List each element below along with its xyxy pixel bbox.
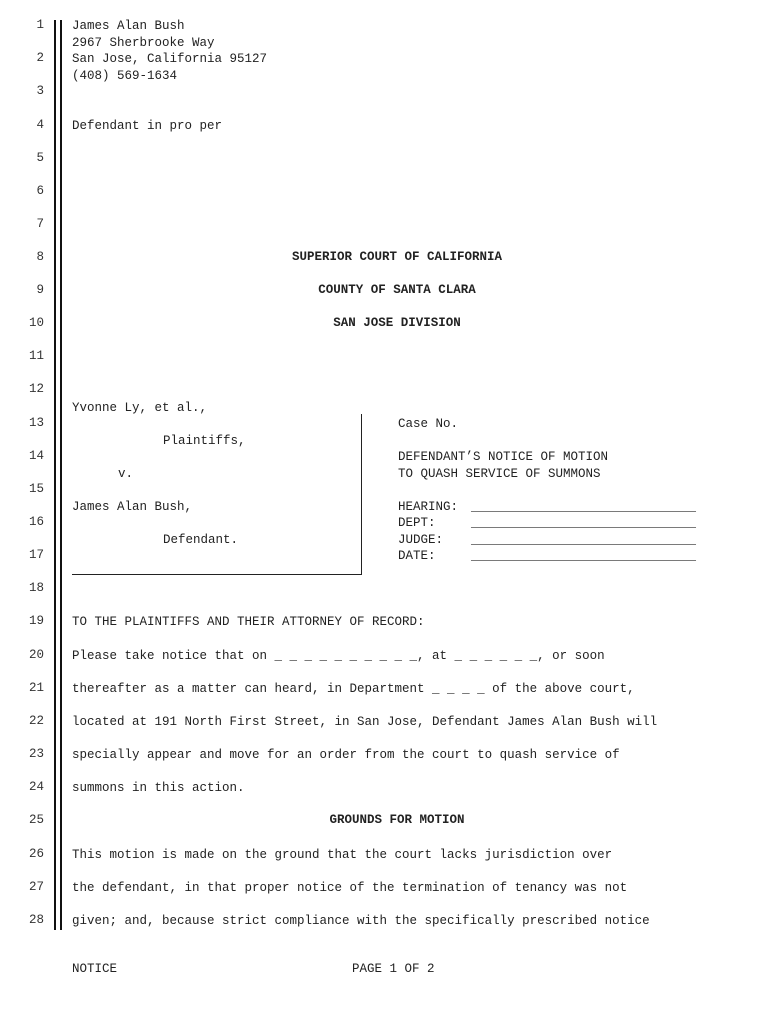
line-number: 14 [28,449,44,463]
line-number: 17 [28,548,44,562]
line-number: 27 [28,880,44,894]
court-county: COUNTY OF SANTA CLARA [318,283,476,297]
section-heading-grounds: GROUNDS FOR MOTION [329,813,465,827]
address-line-2: San Jose, California 95127 [72,52,268,66]
party-role: Defendant in pro per [72,119,223,133]
body-line-26: This motion is made on the ground that the court lacks jurisdiction over [72,848,613,862]
judge-blank: ______________________________ [471,533,697,547]
line-number: 18 [28,581,44,595]
date-blank: ______________________________ [471,549,697,563]
case-number-label: Case No. [398,417,459,431]
versus-label: v. [118,467,134,481]
line-number: 22 [28,714,44,728]
plaintiff-name: Yvonne Ly, et al., [72,401,208,415]
line-number: 3 [36,84,44,98]
line-number: 20 [28,648,44,662]
date-label: DATE: [398,549,436,563]
body-line-23: specially appear and move for an order from the court to quash service of [72,748,620,762]
line-number: 19 [28,614,44,628]
document-title-line-1: DEFENDANT’S NOTICE OF MOTION [398,450,609,464]
footer-title: NOTICE [72,962,118,976]
body-line-19: TO THE PLAINTIFFS AND THEIR ATTORNEY OF RECORD: [72,615,425,629]
hearing-label: HEARING: [398,500,459,514]
line-number: 7 [36,217,44,231]
phone-number: (408) 569-1634 [72,69,178,83]
line-number: 16 [28,515,44,529]
court-name: SUPERIOR COURT OF CALIFORNIA [291,250,503,264]
line-number: 15 [28,482,44,496]
line-number: 26 [28,847,44,861]
body-line-20: Please take notice that on _ _ _ _ _ _ _ _ _ _, at _ _ _ _ _ _, or soon [72,649,605,663]
court-division: SAN JOSE DIVISION [333,316,461,330]
line-number: 13 [28,416,44,430]
line-number: 11 [28,349,44,363]
margin-rule-right [60,20,62,930]
body-line-24: summons in this action. [72,781,245,795]
body-line-27: the defendant, in that proper notice of the termination of tenancy was not [72,881,628,895]
line-number: 28 [28,913,44,927]
dept-blank: ______________________________ [471,516,697,530]
line-number: 24 [28,780,44,794]
line-number: 10 [28,316,44,330]
judge-label: JUDGE: [398,533,444,547]
hearing-blank: ______________________________ [471,500,697,514]
line-number: 23 [28,747,44,761]
defendant-name: James Alan Bush, [72,500,193,514]
dept-label: DEPT: [398,516,436,530]
line-number: 4 [36,118,44,132]
caption-bottom-rule [72,574,362,575]
attorney-name: James Alan Bush [72,19,185,33]
line-number: 6 [36,184,44,198]
plaintiffs-label: Plaintiffs, [163,434,246,448]
margin-rule-left [54,20,56,930]
line-number: 9 [36,283,44,297]
line-number: 5 [36,151,44,165]
body-line-22: located at 191 North First Street, in San Jose, Defendant James Alan Bush will [72,715,658,729]
footer-page-number: PAGE 1 OF 2 [352,962,435,976]
address-line-1: 2967 Sherbrooke Way [72,36,215,50]
line-number: 8 [36,250,44,264]
document-title-line-2: TO QUASH SERVICE OF SUMMONS [398,467,601,481]
body-line-28: given; and, because strict compliance with the specifically prescribed notice [72,914,650,928]
defendant-label: Defendant. [163,533,239,547]
caption-divider [361,414,362,575]
line-number: 2 [36,51,44,65]
line-number: 12 [28,382,44,396]
line-number: 21 [28,681,44,695]
line-number: 1 [36,18,44,32]
line-number: 25 [28,813,44,827]
body-line-21: thereafter as a matter can heard, in Department _ _ _ _ of the above court, [72,682,635,696]
